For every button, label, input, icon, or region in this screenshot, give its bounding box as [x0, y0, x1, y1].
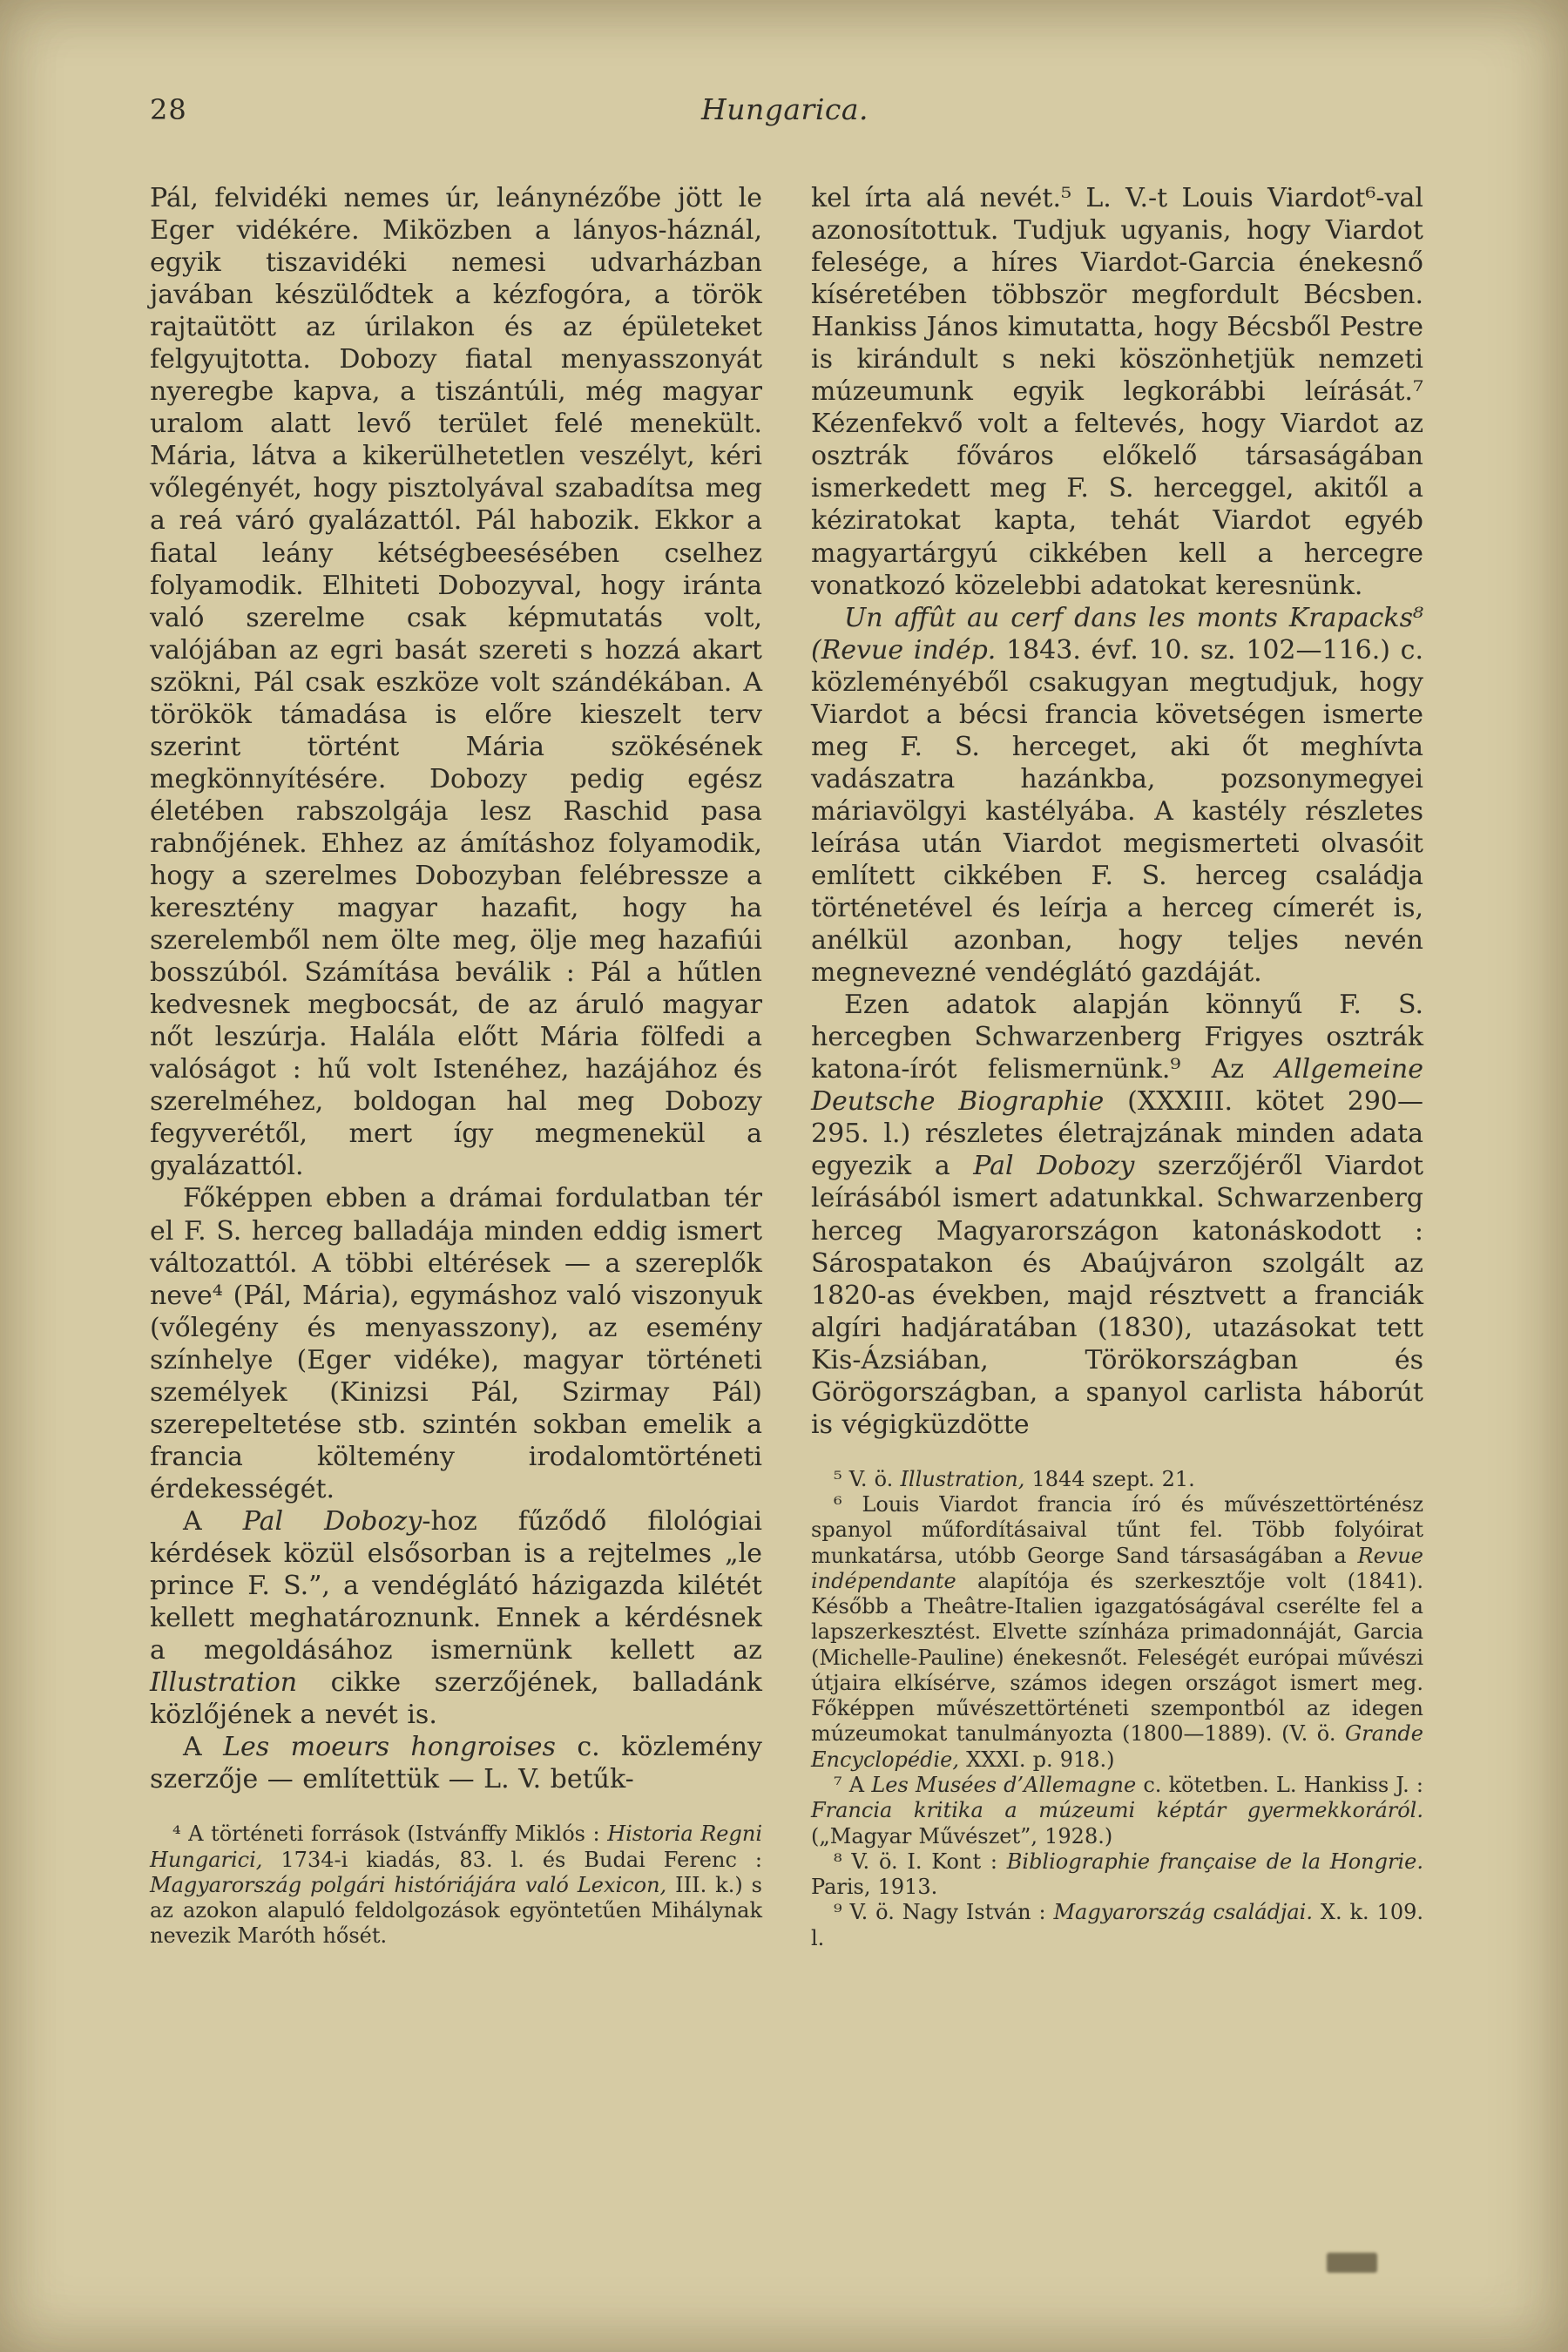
footnote: ⁸ V. ö. I. Kont : Bibliographie française de la Hongrie. Paris, 1913. [811, 1848, 1423, 1900]
footnote: ⁴ A történeti források (Istvánffy Miklós : Historia Regni Hungarici, 1734-i kiadás, 83. l. és Budai Ferenc : Magyarország polgári históriájára való Lexicon, III. k.) s az azokon alapuló feldolgozások egyöntetűen Mihálynak nevezik Maróth hősét. [150, 1821, 763, 1949]
footnote: ⁷ A Les Musées d’Allemagne c. kötetben. L. Hankiss J. : Francia kritika a múzeumi képtár gyermekkoráról. („Magyar Művészet”, 1928.) [811, 1773, 1423, 1848]
text-columns [0, 126, 1568, 1951]
footnote: ⁵ V. ö. Illustration, 1844 szept. 21. [834, 1466, 1195, 1491]
paragraph: Ezen adatok alapján könnyű F. S. hercegben Schwarzenberg Frigyes osztrák katona-írót felismernünk.⁹ Az Allgemeine Deutsche Biographie (XXXIII. kötet 290—295. l.) részletes életrajzának minden adata egyezik a Pal Dobozy szerzőjéről Viardot leírásából ismert adatunkkal. Schwarzenberg herceg Magyarországon katonáskodott : Sárospatakon és Abaújváron szolgált az 1820-as években, majd résztvett a franciák algíri hadjáratában (1830), utazásokat tett Kis-Ázsiában, Törökországban és Görögországban, a spanyol carlista háborút is végigküzdötte [811, 990, 1424, 1440]
paragraph: A Pal Dobozy-hoz fűződő filológiai kérdések közül elsősorban is a rejtelmes „le prince F. S.”, a vendéglátó házigazda kilétét kellett meghatároznunk. Ennek a kérdésnek a megoldásához ismernünk kellett az Illustration cikke szerzőjének, balladánk közlőjének a nevét is. [150, 1505, 762, 1731]
scan-artifact [1327, 2253, 1377, 2273]
footnote: ⁹ V. ö. Nagy István : Magyarország családjai. X. k. 109. l. [811, 1900, 1423, 1950]
right-column [811, 182, 1423, 1951]
paragraph: kel írta alá nevét.⁵ L. V.-t Louis Viardot⁶-val azonosítottuk. Tudjuk ugyanis, hogy Viardot felesége, a híres Viardot-Garcia énekesnő kíséretében többször megfordult Bécsben. Hankiss János kimutatta, hogy Bécsből Pestre is kirándult s neki köszönhetjük nemzeti múzeumunk egyik legkorábbi leírását.⁷ Kézenfekvő volt a feltevés, hogy Viardot az osztrák főváros előkelő társaságában ismerkedett meg F. S. herceggel, akitől a kéziratokat kapta, tehát Viardot egyéb magyartárgyú cikkében kell a hercegre vonatkozó közelebbi adatokat keresnünk. [811, 183, 1423, 601]
left-column [150, 182, 762, 1951]
page-number: 28 [150, 93, 187, 126]
paragraph: Pál, felvidéki nemes úr, leánynézőbe jött le Eger vidékére. Miközben a lányos-háznál, egyik tiszavidéki nemesi udvarházban javában készülődtek a kézfogóra, a török rajtaütött az úrilakon és az épületeket felgyujtotta. Dobozy fiatal menyasszonyát nyeregbe kapva, a tiszántúli, még magyar uralom alatt levő terület felé menekült. Mária, látva a kikerülhetetlen veszélyt, kéri vőlegényét, hogy pisztolyával szabadítsa meg a reá váró gyalázattól. Pál habozik. Ekkor a fiatal leány kétségbeesésében cselhez folyamodik. Elhiteti Dobozyval, hogy iránta való szerelme csak képmutatás volt, valójában az egri basát szereti s hozzá akart szökni, Pál csak eszköze volt szándékában. A törökök támadása is előre kieszelt terv szerint történt Mária szökésének megkönnyítésére. Dobozy pedig egész életében rabszolgája lesz Raschid pasa rabnőjének. Ehhez az ámításhoz folyamodik, hogy a szerelmes Dobozyban felébressze a keresztény magyar hazafit, hogy ha szerelemből nem ölte meg, ölje meg hazafiúi bosszúból. Számítása beválik : Pál a hűtlen kedvesnek megbocsát, de az áruló magyar nőt leszúrja. Halála előtt Mária fölfedi a valóságot : hű volt Istenéhez, hazájához és szerelméhez, boldogan hal meg Dobozy fegyverétől, mert így megmenekül a gyalázattól. [150, 183, 762, 1182]
left-footnotes [150, 1821, 762, 1949]
paragraph: A Les moeurs hongroises c. közlemény szerzője — említettük — L. V. betűk- [150, 1732, 763, 1795]
right-footnotes [811, 1467, 1423, 1951]
paragraph: Főképpen ebben a drámai fordulatban tér el F. S. herceg balladája minden eddig ismert változattól. A többi eltérések — a szereplők neve⁴ (Pál, Mária), egymáshoz való viszonyuk (vőlegény és menyasszony), az esemény színhelye (Eger vidéke), magyar történeti személyek (Kinizsi Pál, Szirmay Pál) szerepeltetése stb. szintén sokban emelik a francia költemény irodalomtörténeti érdekességét. [150, 1183, 762, 1504]
running-title: Hungarica. [700, 92, 869, 126]
footnote: ⁶ Louis Viardot francia író és művészettörténész spanyol műfordításaival tűnt fel. Több folyóirat munkatársa, utóbb George Sand társaságában a Revue indépendante alapítója és szerkesztője volt (1841). Később a Theâtre-Italien igazgatóságával cserélte fel a lapszerkesztést. Elvette színháza primadonnáját, Garcia (Michelle-Pauline) énekesnőt. Feleségét európai művészi útjaira elkísérve, számos idegen országot ismert meg. Főképpen művészettörténeti szempontból az idegen múzeumokat tanulmányozta (1800—1889). (V. ö. Grande Encyclopédie, XXXI. p. 918.) [811, 1492, 1423, 1772]
paragraph: Un affût au cerf dans les monts Krapacks⁸ (Revue indép. 1843. évf. 10. sz. 102—116.) c. közleményéből csakugyan megtudjuk, hogy Viardot a bécsi francia követségen ismerte meg F. S. herceget, aki őt meghívta vadászatra hazánkba, pozsonymegyei máriavölgyi kastélyába. A kastély részletes leírása után Viardot megismerteti olvasóit említett cikkében F. S. herceg családja történetével és leírja a herceg címerét is, anélkül azonban, hogy teljes nevén megnevezné vendéglátó gazdáját. [811, 602, 1423, 989]
page-header [0, 0, 1568, 126]
